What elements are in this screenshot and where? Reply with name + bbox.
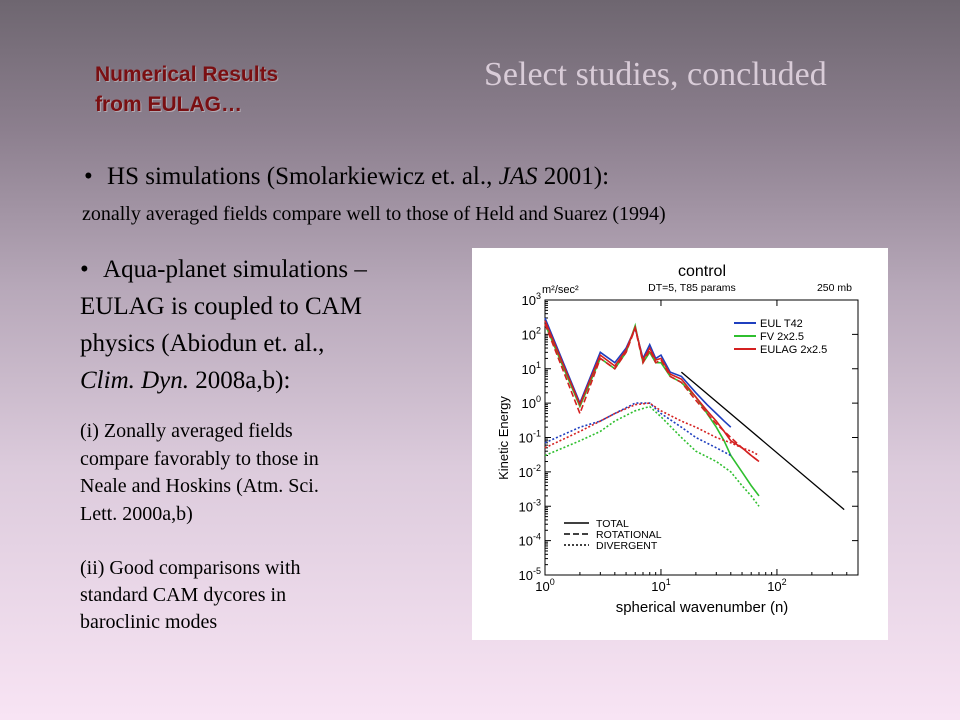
bullet-marker: • <box>84 163 93 190</box>
bullet-hs-subtext: zonally averaged fields compare well to those of Held and Suarez (1994) <box>82 203 666 225</box>
subpoint-line: baroclinic modes <box>80 611 218 633</box>
chart-level-label: 250 mb <box>816 282 852 294</box>
y-tick-label: $10^{-5}$ <box>518 566 541 583</box>
y-axis-label: Kinetic Energy <box>496 396 511 480</box>
bullet-marker: • <box>80 256 89 283</box>
bullet-line <box>80 362 470 399</box>
legend-label: EUL T42 <box>760 318 803 330</box>
series-line <box>545 407 759 507</box>
plot-frame <box>545 300 858 575</box>
y-tick-label: $10^{-3}$ <box>518 497 541 515</box>
x-tick-label: $10^2$ <box>767 577 787 594</box>
legend-label: EULAG 2x2.5 <box>760 344 828 356</box>
y-tick-label: $10^2$ <box>521 325 541 343</box>
y-tick-label: $10^{-2}$ <box>518 462 541 480</box>
legend-components <box>564 518 662 552</box>
subpoint-line: (ii) Good comparisons with <box>80 557 301 579</box>
subpoint-line: compare favorably to those in <box>80 447 319 470</box>
bullet-line <box>80 251 470 288</box>
subpoint-baroclinic <box>80 555 400 636</box>
series-line <box>545 403 731 455</box>
series-line <box>545 318 731 427</box>
x-tick-label: $10^1$ <box>651 577 671 594</box>
subpoint-line: standard CAM dycores in <box>80 584 287 606</box>
journal-name: Clim. Dyn. <box>80 367 190 394</box>
bullet-hs-simulations <box>84 160 884 194</box>
chart-svg <box>472 248 888 640</box>
subpoint-line: Lett. 2000a,b) <box>80 502 193 525</box>
energy-spectrum-chart <box>472 248 888 640</box>
x-tick-label: $10^0$ <box>535 577 555 594</box>
subpoint-zonal <box>80 418 410 528</box>
section-label <box>95 60 375 120</box>
series-line <box>545 321 759 462</box>
chart-title: control <box>677 263 727 280</box>
legend-models <box>734 318 827 356</box>
legend-label: FV 2x2.5 <box>760 331 805 343</box>
y-tick-label: $10^{-1}$ <box>518 428 541 446</box>
legend-label: TOTAL <box>596 518 629 530</box>
y-tick-label: $10^1$ <box>521 359 541 377</box>
journal-year: 2008a,b): <box>189 367 291 394</box>
units-label: m²/sec² <box>542 284 579 296</box>
bullet-line: physics (Abiodun et. al., <box>80 330 325 357</box>
bullet-line: EULAG is coupled to CAM <box>80 293 362 320</box>
legend-label: DIVERGENT <box>596 540 658 552</box>
section-label-line2: from EULAG… <box>95 93 242 116</box>
section-label-line1: Numerical Results <box>95 63 279 86</box>
y-tick-label: $10^{-4}$ <box>518 531 541 549</box>
journal-name: JAS <box>498 163 538 190</box>
chart-subtitle: DT=5, T85 params <box>648 282 736 294</box>
reference-slope-line <box>681 372 844 509</box>
subpoint-line: Neale and Hoskins (Atm. Sci. <box>80 475 319 497</box>
x-axis-label: spherical wavenumber (n) <box>615 599 789 616</box>
bullet-text: Aqua-planet simulations – <box>103 256 367 283</box>
legend-label: ROTATIONAL <box>596 529 662 541</box>
y-tick-label: $10^0$ <box>521 394 541 412</box>
journal-year: 2001): <box>537 163 610 190</box>
bullet-text: HS simulations (Smolarkiewicz et. al., <box>107 163 499 190</box>
y-ticks <box>519 291 858 583</box>
subpoint-line: (i) Zonally averaged fields <box>80 420 293 442</box>
slide-title: Select studies, concluded <box>484 56 827 93</box>
bullet-aqua-planet <box>80 251 470 399</box>
y-tick-label: $10^3$ <box>521 291 541 308</box>
